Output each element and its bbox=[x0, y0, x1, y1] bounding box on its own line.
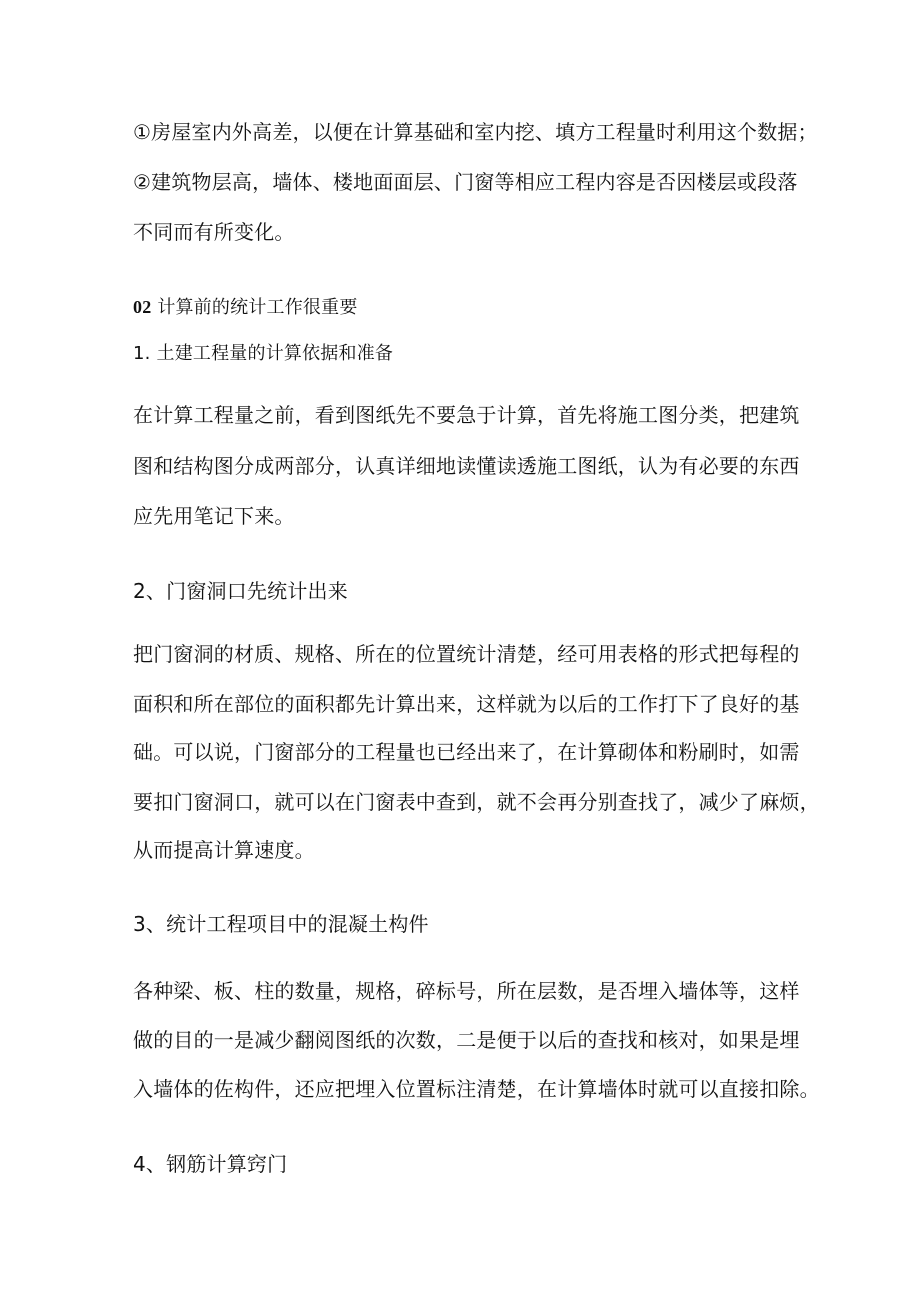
paragraph-1-line-3: 应先用笔记下来。 bbox=[133, 504, 295, 528]
list-item-height-difference: ①房屋室内外高差，以便在计算基础和室内挖、填方工程量时利用这个数据； bbox=[133, 120, 818, 144]
list-item-floor-height-line-1: ②建筑物层高，墙体、楼地面面层、门窗等相应工程内容是否因楼层或段落 bbox=[133, 170, 798, 194]
subheading-concrete-components: 3、统计工程项目中的混凝土构件 bbox=[133, 912, 429, 936]
paragraph-1-line-1: 在计算工程量之前，看到图纸先不要急于计算，首先将施工图分类，把建筑 bbox=[133, 403, 800, 427]
paragraph-2-line-1: 把门窗洞的材质、规格、所在的位置统计清楚，经可用表格的形式把每程的 bbox=[133, 642, 800, 666]
paragraph-3-line-1: 各种梁、板、柱的数量，规格，碎标号，所在层数，是否埋入墙体等，这样 bbox=[133, 979, 800, 1003]
subheading-door-window-openings: 2、门窗洞口先统计出来 bbox=[133, 579, 348, 603]
paragraph-2-line-3: 础。可以说，门窗部分的工程量也已经出来了，在计算砌体和粉刷时，如需 bbox=[133, 740, 800, 764]
list-item-floor-height-line-2: 不同而有所变化。 bbox=[133, 220, 295, 244]
paragraph-2-line-2: 面积和所在部位的面积都先计算出来，这样就为以后的工作打下了良好的基 bbox=[133, 692, 800, 716]
paragraph-3-line-3: 入墙体的佐构件，还应把埋入位置标注清楚，在计算墙体时就可以直接扣除。 bbox=[133, 1077, 820, 1101]
paragraph-1-line-2: 图和结构图分成两部分，认真详细地读懂读透施工图纸，认为有必要的东西 bbox=[133, 454, 800, 478]
section-number: 02 bbox=[133, 297, 152, 317]
subheading-rebar-calculation: 4、钢筋计算窍门 bbox=[133, 1152, 288, 1176]
paragraph-2-line-5: 从而提高计算速度。 bbox=[133, 838, 315, 862]
section-title: 计算前的统计工作很重要 bbox=[157, 297, 358, 318]
subheading-basis-and-preparation: 1. 土建工程量的计算依据和准备 bbox=[133, 343, 394, 364]
section-heading-02 bbox=[133, 293, 358, 322]
paragraph-3-line-2: 做的目的一是减少翻阅图纸的次数，二是便于以后的查找和核对，如果是埋 bbox=[133, 1028, 800, 1052]
paragraph-2-line-4: 要扣门窗洞口，就可以在门窗表中查到，就不会再分别查找了，减少了麻烦， bbox=[133, 790, 820, 814]
